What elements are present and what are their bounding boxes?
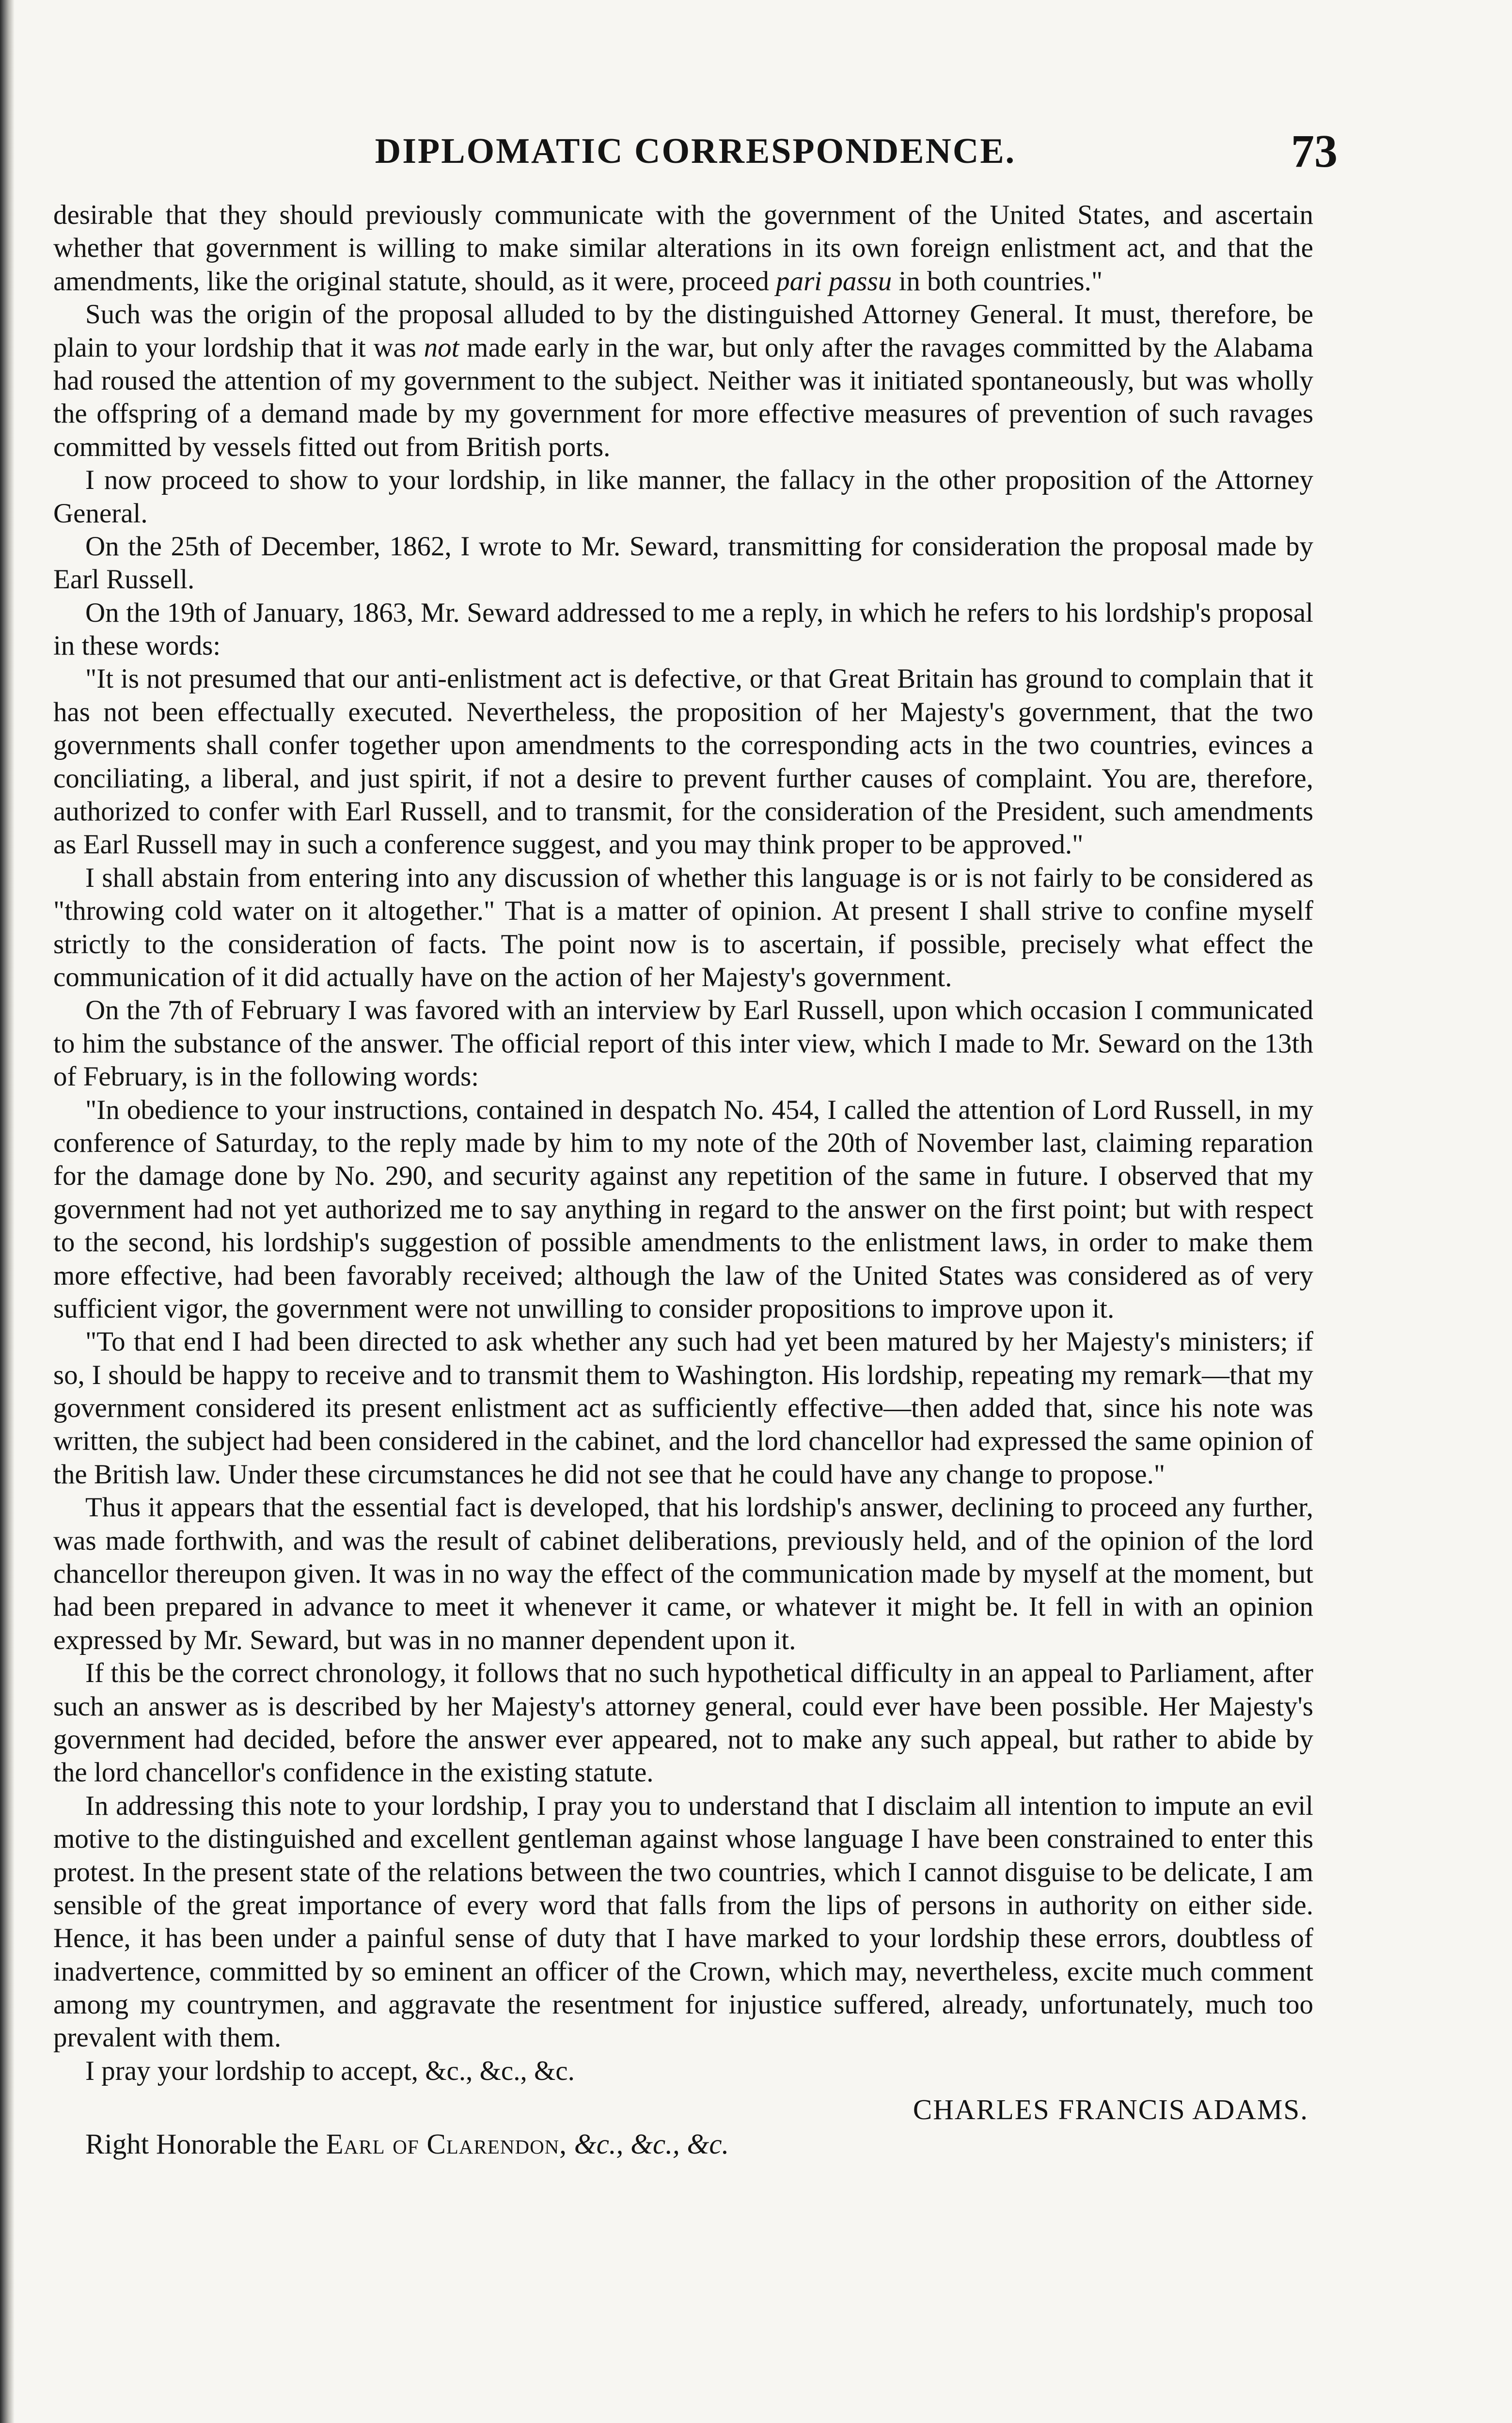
quoted-paragraph-report-1: "In obedience to your instructions, contained in despatch No. 454, I called the attention of Lord Russell, in my conference of Saturday, to the reply made by him to my note of the 20th of November last, claiming reparation for the damage done by No. 290, and security against any repetition of the same in future. I observed that my government had not yet authorized me to say anything in regard to the answer on the first point; but with respect to the second, his lordship's suggestion of possible amendments to the enlistment laws, in order to make them more effective, had been favorably received; although the law of the United States was considered as of very sufficient vigor, the government were not unwilling to consider propositions to improve upon it. <box>53 1094 1313 1324</box>
running-head: DIPLOMATIC CORRESPONDENCE. <box>375 131 1016 171</box>
paragraph-1 <box>53 199 1313 298</box>
paragraph-2 <box>53 298 1313 464</box>
paragraph-3: I now proceed to show to your lordship, in like manner, the fallacy in the other proposition of the Attorney General. <box>53 465 1313 529</box>
letter-body <box>53 199 1313 2161</box>
closing-line: I pray your lordship to accept, &c., &c., &c. <box>85 2055 575 2086</box>
paragraph-12: If this be the correct chronology, it follows that no such hypothetical difficulty in an appeal to Parliament, after such an answer as is described by her Majesty's attorney general, could ever have been possible. Her Majesty's government had decided, before the answer ever appeared, not to make any such appeal, but rather to abide by the lord chancellor's confidence in the existing statute. <box>53 1658 1313 1788</box>
paragraph-11: Thus it appears that the essential fact is developed, that his lordship's answer, declining to proceed any further, was made forthwith, and was the result of cabinet deliberations, previously held, and of the opinion of the lord chancellor thereupon given. It was in no way the effect of the communication made by myself at the moment, but had been prepared in advance to meet it whenever it came, or whatever it might be. It fell in with an opinion expressed by Mr. Seward, but was in no manner dependent upon it. <box>53 1492 1313 1655</box>
addressee <box>53 2127 1313 2161</box>
quoted-paragraph-report-2: "To that end I had been directed to ask whether any such had yet been matured by her Majesty's ministers; if so, I should be happy to receive and to transmit them to Washington. His lordship, repeating my remark—that my government considered its present enlistment act as sufficiently effective—then added that, since his note was written, the subject had been considered in the cabinet, and the lord chancellor had expressed the same opinion of the British law. Under these circumstances he did not see that he could have any change to propose." <box>53 1326 1313 1490</box>
addressee-etc: &c., &c., &c. <box>567 2128 729 2160</box>
paragraph-2-italic: not <box>424 332 459 363</box>
page-number: 73 <box>1291 125 1338 177</box>
paragraph-2-text: Such was the origin of the proposal alluded to by the distinguished Attorney General. It must, therefore, be plain to your lordship that it was <box>53 299 1313 363</box>
paragraph-8: On the 7th of February I was favored with an interview by Earl Russell, upon which occasion I communicated to him the substance of the answer. The official report of this inter view, which I made to Mr. Seward on the 13th of February, is in the following words: <box>53 995 1313 1092</box>
paragraph-7: I shall abstain from entering into any discussion of whether this language is or is not fairly to be considered as "throwing cold water on it altogether." That is a matter of opinion. At present I shall strive to confine myself strictly to the consideration of facts. The point now is to ascertain, if possible, precisely what effect the communication of it did actually have on the action of her Majesty's government. <box>53 862 1313 992</box>
quoted-paragraph-seward: "It is not presumed that our anti-enlistment act is defective, or that Great Britain has ground to complain that it has not been effectually executed. Nevertheless, the proposition of her Majesty's government, that the two governments shall confer together upon amendments to the corresponding acts in the two countries, evinces a conciliating, a liberal, and just spirit, if not a desire to prevent further causes of complaint. You are, therefore, authorized to confer with Earl Russell, and to transmit, for the consideration of the President, such amendments as Earl Russell may in such a conference suggest, and you may think proper to be approved." <box>53 663 1313 860</box>
paragraph-13: In addressing this note to your lordship, I pray you to understand that I disclaim all intention to impute an evil motive to the distinguished and excellent gentleman against whose language I have been constrained to enter this protest. In the present state of the relations between the two countries, which I cannot disguise to be delicate, I am sensible of the great importance of every word that falls from the lips of persons in authority on either side. Hence, it has been under a painful sense of duty that I have marked to your lordship these errors, doubtless of inadvertence, committed by so eminent an officer of the Crown, which may, nevertheless, excite much comment among my countrymen, and aggravate the resentment for injustice suffered, already, unfortunately, much too prevalent with them. <box>53 1790 1313 2053</box>
binding-edge <box>0 0 15 2423</box>
signature: CHARLES FRANCIS ADAMS. <box>913 2093 1308 2126</box>
paragraph-1-text: desirable that they should previously communicate with the government of the United States, and ascertain whether that government is willing to make similar alterations in its own foreign enlistment act, and that the amendments, like the original statute, should, as it were, proceed <box>53 200 1313 297</box>
page-header <box>53 125 1338 189</box>
paragraph-1-text-end: in both countries." <box>892 266 1103 297</box>
addressee-prefix: Right Honorable the <box>85 2128 326 2160</box>
paragraph-4: On the 25th of December, 1862, I wrote to Mr. Seward, transmitting for consideration the proposal made by Earl Russell. <box>53 531 1313 595</box>
paragraph-2-text-end: made early in the war, but only after the ravages committed by the Alabama had roused the attention of my government to the subject. Neither was it initiated spontaneously, but was wholly the offspring of a demand made by my government for more effective measures of prevention of such ravages committed by vessels fitted out from British ports. <box>53 332 1313 462</box>
paragraph-5: On the 19th of January, 1863, Mr. Seward addressed to me a reply, in which he refers to his lordship's proposal in these words: <box>53 597 1313 661</box>
addressee-title: Earl of Clarendon, <box>326 2128 567 2160</box>
paragraph-1-italic: pari passu <box>776 266 892 297</box>
